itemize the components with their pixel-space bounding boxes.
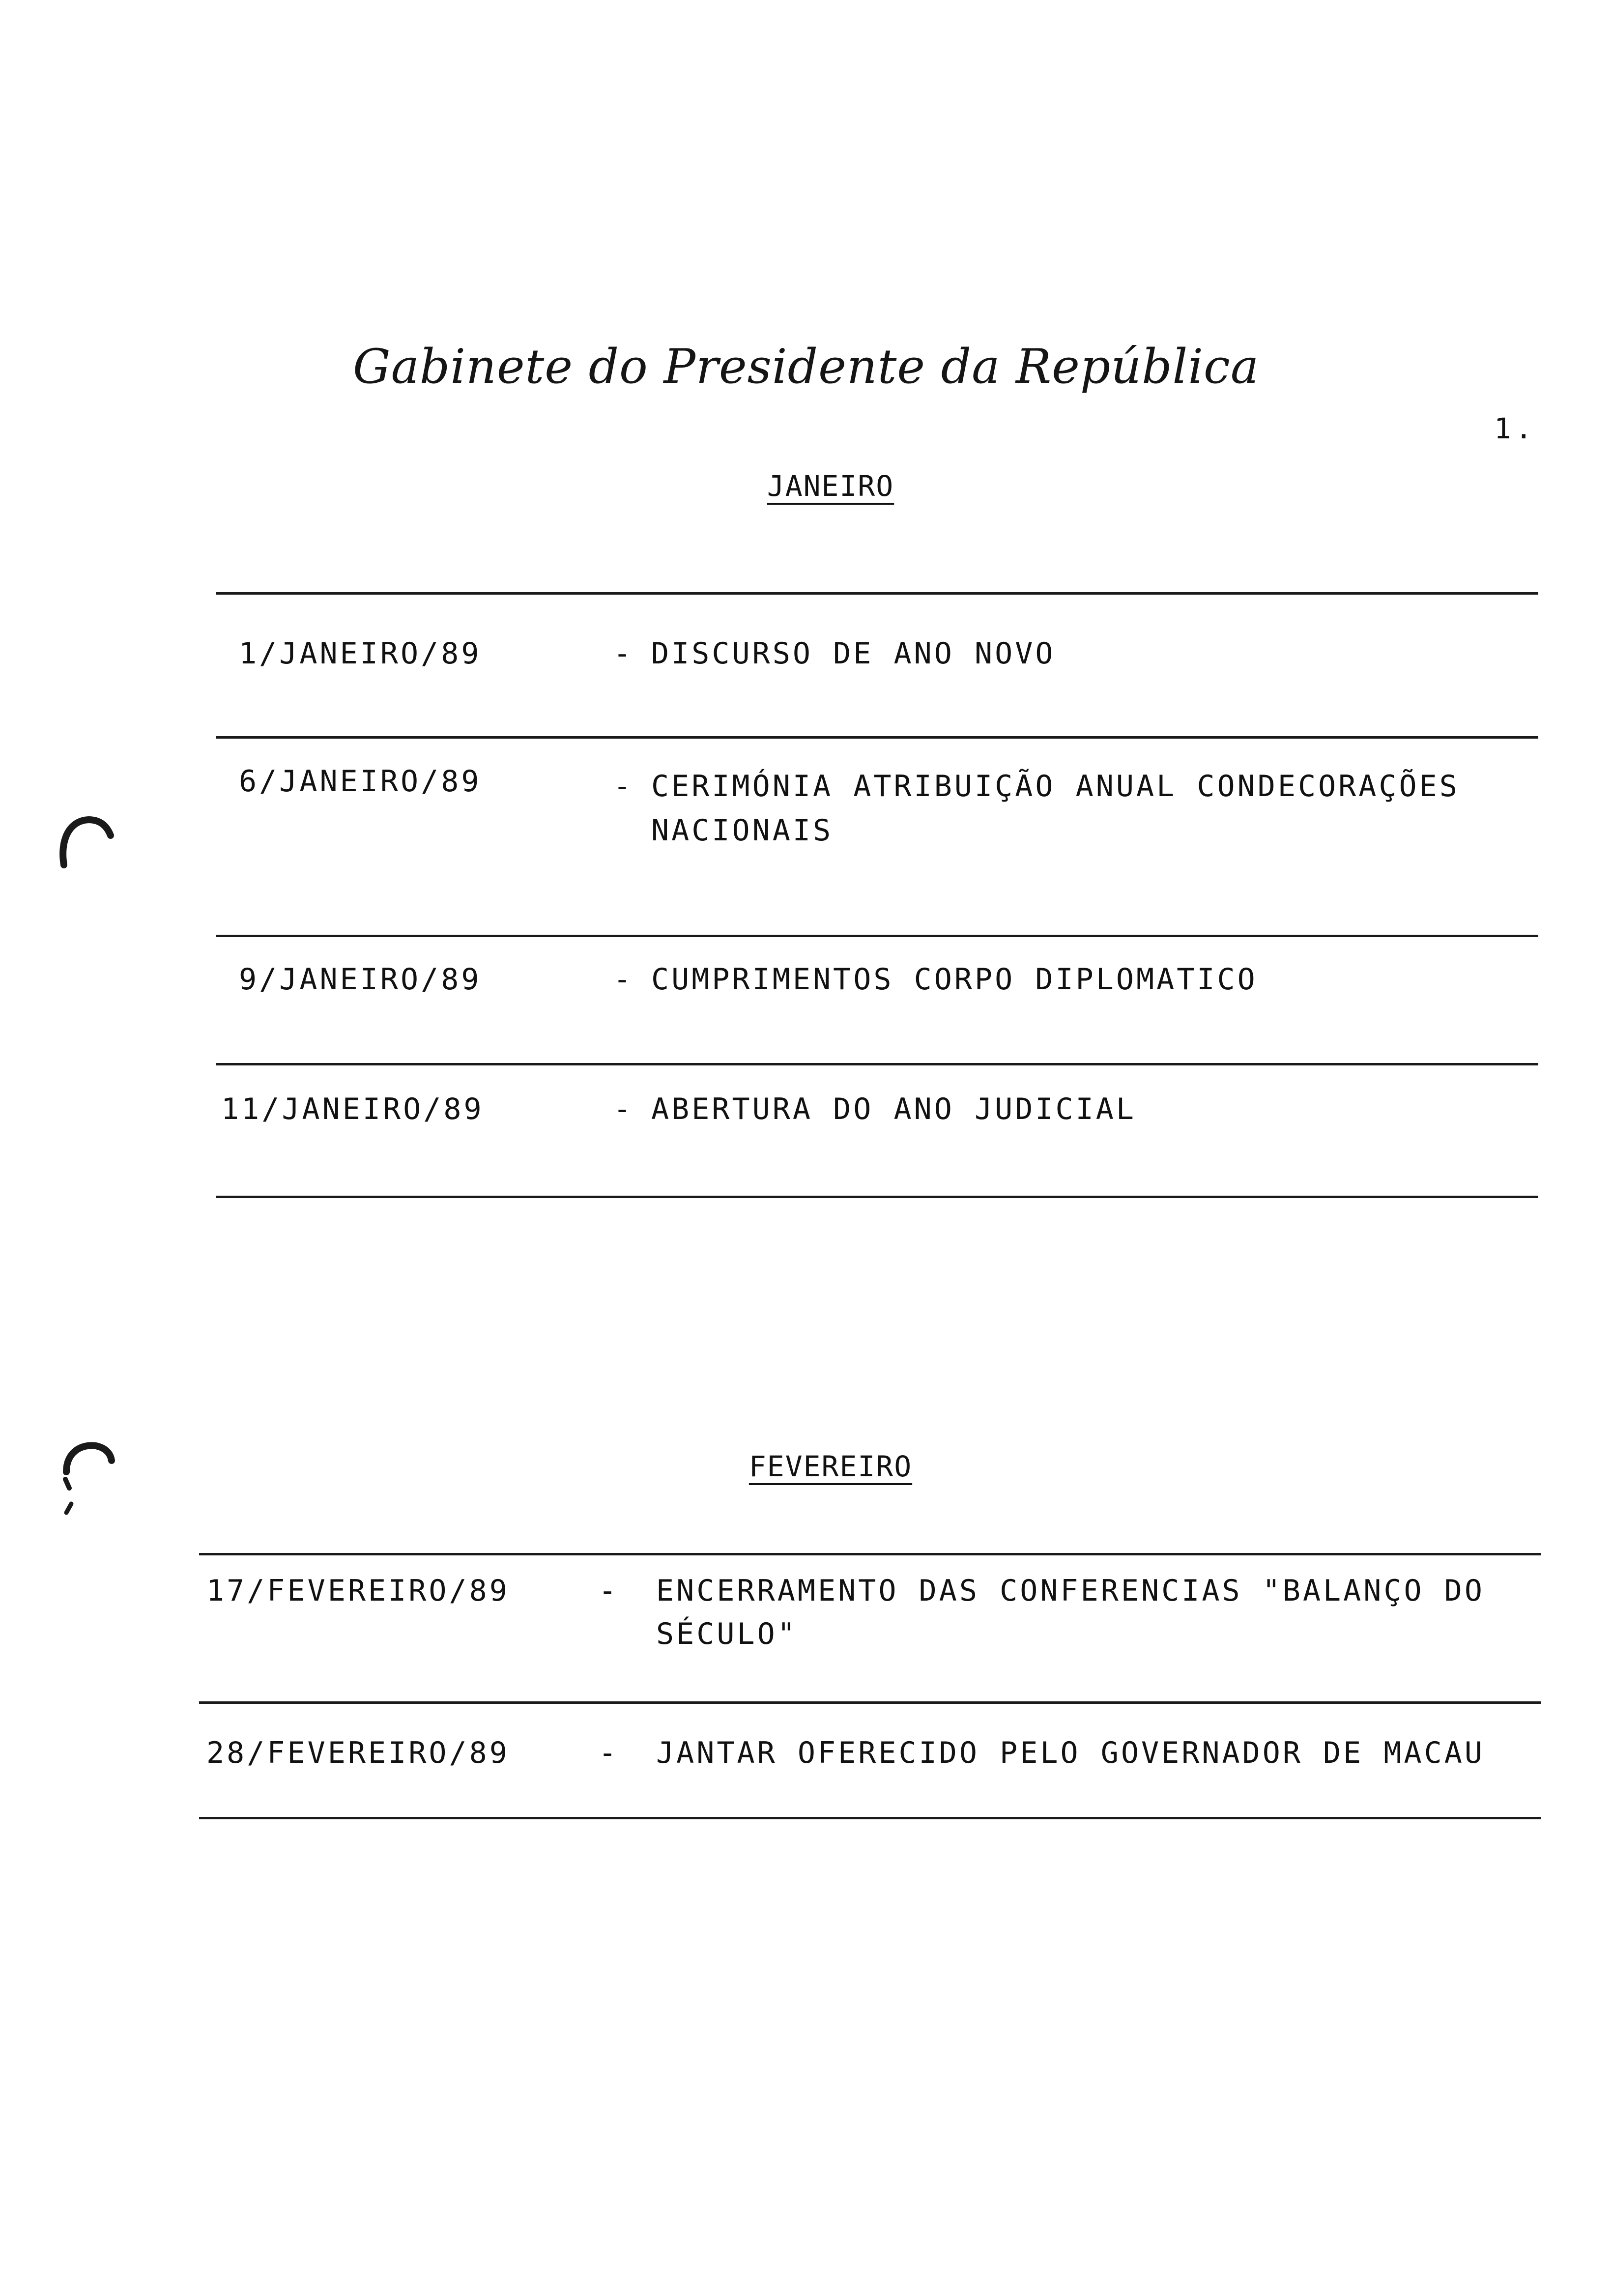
entry-description: ENCERRAMENTO DAS CONFERENCIAS "BALANÇO DO — [656, 1574, 1485, 1608]
entry-dash: - — [613, 769, 634, 804]
entry-dash: - — [599, 1736, 619, 1770]
entry-description: DISCURSO DE ANO NOVO — [651, 636, 1056, 671]
entry-date: 9/JANEIRO/89 — [239, 962, 482, 997]
entry-date: 28/FEVEREIRO/89 — [206, 1736, 510, 1770]
month-heading-fevereiro: FEVEREIRO — [748, 1450, 913, 1483]
entry-description: JANTAR OFERECIDO PELO GOVERNADOR DE MACAU — [656, 1736, 1485, 1770]
month-heading-janeiro: JANEIRO — [767, 469, 894, 503]
entry-date: 11/JANEIRO/89 — [221, 1092, 484, 1126]
divider-rule — [216, 592, 1538, 595]
entry-description: ABERTURA DO ANO JUDICIAL — [651, 1092, 1136, 1126]
divider-rule — [216, 1196, 1538, 1198]
letterhead: Gabinete do Presidente da República — [352, 339, 1260, 394]
divider-rule — [199, 1701, 1541, 1704]
punch-hole-mark — [52, 1430, 120, 1523]
page-number: 1. — [1494, 412, 1536, 445]
entry-dash: - — [613, 636, 634, 671]
entry-description: CUMPRIMENTOS CORPO DIPLOMATICO — [651, 962, 1258, 997]
divider-rule — [199, 1817, 1541, 1819]
entry-dash: - — [599, 1574, 619, 1608]
entry-dash: - — [613, 1092, 634, 1126]
entry-date: 17/FEVEREIRO/89 — [206, 1574, 510, 1608]
entry-description-continued: SÉCULO" — [656, 1617, 798, 1651]
divider-rule — [216, 1063, 1538, 1065]
punch-hole-mark — [49, 806, 118, 875]
entry-description-continued: NACIONAIS — [651, 813, 834, 848]
divider-rule — [216, 736, 1538, 739]
divider-rule — [199, 1553, 1541, 1555]
entry-description: CERIMÓNIA ATRIBUIÇÃO ANUAL CONDECORAÇÕES — [651, 769, 1460, 804]
entry-date: 6/JANEIRO/89 — [239, 764, 482, 799]
divider-rule — [216, 935, 1538, 937]
entry-date: 1/JANEIRO/89 — [239, 636, 482, 671]
entry-dash: - — [613, 962, 634, 997]
